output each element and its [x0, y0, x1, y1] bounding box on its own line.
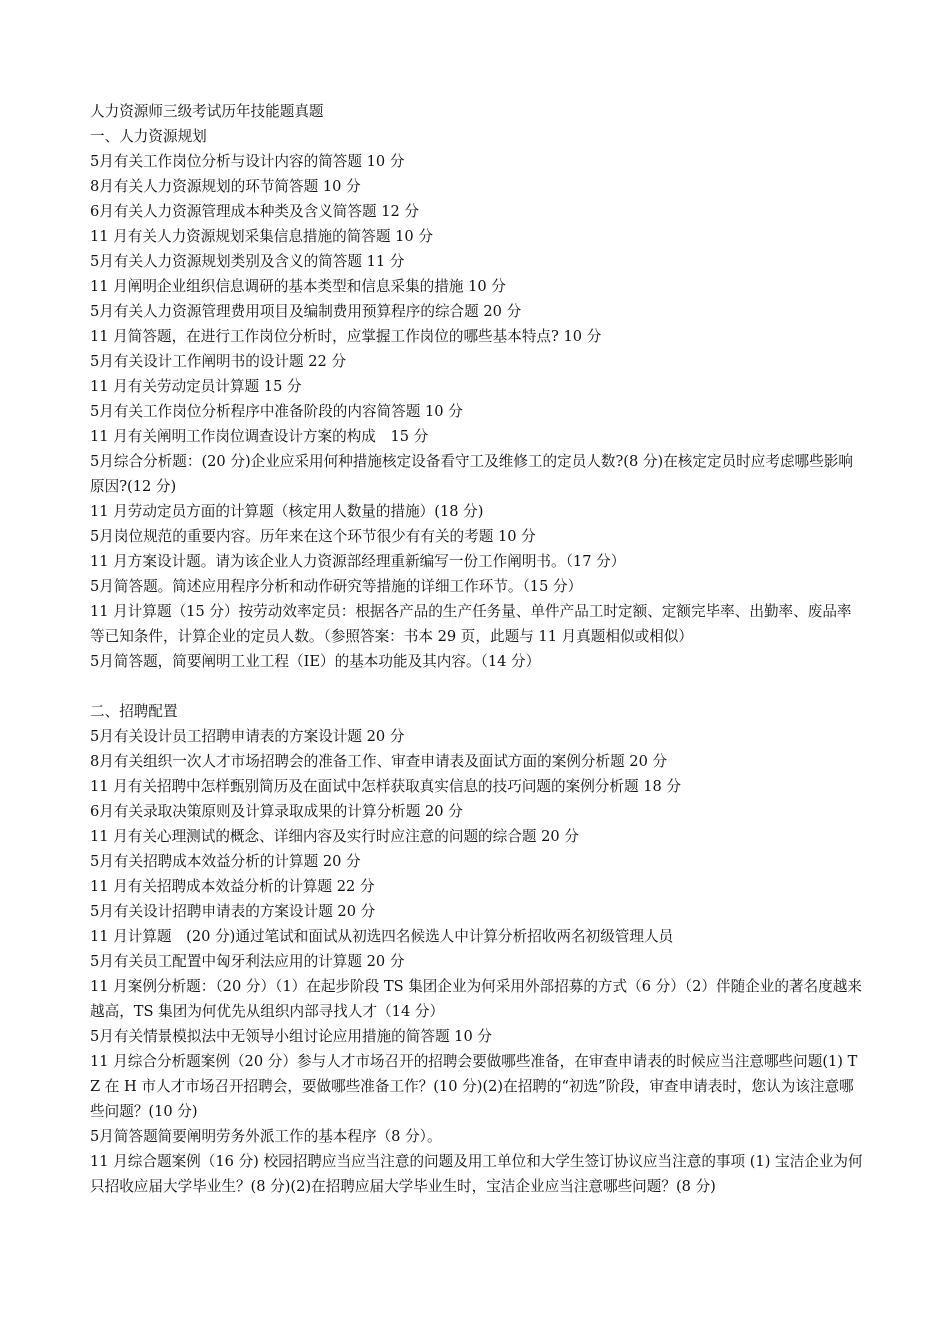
list-item: 5月简答题，简要阐明工业工程（IE）的基本功能及其内容。（14 分）	[90, 653, 541, 670]
list-item: 5月有关设计员工招聘申请表的方案设计题 20 分	[90, 728, 405, 745]
list-item: 11 月阐明企业组织信息调研的基本类型和信息采集的措施 10 分	[90, 278, 506, 295]
document-body	[90, 99, 865, 1199]
list-item: 5月岗位规范的重要内容。历年来在这个环节很少有有关的考题 10 分	[90, 528, 536, 545]
section-spacer	[90, 674, 865, 699]
list-item: 5月有关人力资源规划类别及含义的简答题 11 分	[90, 253, 405, 270]
section-list-hr-planning	[90, 149, 865, 674]
list-item: 11 月有关招聘中怎样甄别简历及在面试中怎样获取真实信息的技巧问题的案例分析题 18 分	[90, 778, 682, 795]
section-list-recruitment	[90, 724, 865, 1199]
list-item: 11 月劳动定员方面的计算题（核定用人数量的措施）(18 分)	[90, 503, 484, 520]
list-item: 5月有关设计招聘申请表的方案设计题 20 分	[90, 903, 376, 920]
list-item: 5月简答题。简述应用程序分析和动作研究等措施的详细工作环节。（15 分）	[90, 578, 583, 595]
document-title: 人力资源师三级考试历年技能题真题	[90, 103, 324, 120]
list-item: 8月有关人力资源规划的环节简答题 10 分	[90, 178, 361, 195]
list-item: 11 月简答题，在进行工作岗位分析时，应掌握工作岗位的哪些基本特点? 10 分	[90, 328, 602, 345]
list-item: 11 月有关人力资源规划采集信息措施的简答题 10 分	[90, 228, 433, 245]
list-item: 11 月有关劳动定员计算题 15 分	[90, 378, 302, 395]
list-item: 11 月综合题案例（16 分) 校园招聘应当应当注意的问题及用工单位和大学生签订协议应当注意的事项 (1) 宝洁企业为何只招收应届大学毕业生？(8 分)(2)在招聘应届大学毕业生时，宝洁企业应当注意哪些问题？(8 分)	[90, 1153, 863, 1195]
list-item: 8月有关组织一次人才市场招聘会的准备工作、审查申请表及面试方面的案例分析题 20 分	[90, 753, 668, 770]
list-item: 5月简答题简要阐明劳务外派工作的基本程序（8 分）。	[90, 1128, 442, 1145]
list-item: 5月有关工作岗位分析程序中准备阶段的内容简答题 10 分	[90, 403, 463, 420]
list-item: 11 月计算题 (20 分)通过笔试和面试从初选四名候选人中计算分析招收两名初级管理人员	[90, 928, 674, 945]
list-item: 11 月方案设计题。请为该企业人力资源部经理重新编写一份工作阐明书。（17 分）	[90, 553, 626, 570]
list-item: 5月有关员工配置中匈牙利法应用的计算题 20 分	[90, 953, 405, 970]
section-heading: 一、人力资源规划	[90, 128, 207, 145]
list-item: 5月有关设计工作阐明书的设计题 22 分	[90, 353, 347, 370]
list-item: 5月有关工作岗位分析与设计内容的简答题 10 分	[90, 153, 405, 170]
list-item: 6月有关人力资源管理成本种类及含义简答题 12 分	[90, 203, 420, 220]
list-item: 11 月有关阐明工作岗位调查设计方案的构成 15 分	[90, 428, 429, 445]
list-item: 11 月有关心理测试的概念、详细内容及实行时应注意的问题的综合题 20 分	[90, 828, 579, 845]
list-item: 5月有关情景模拟法中无领导小组讨论应用措施的简答题 10 分	[90, 1028, 492, 1045]
list-item: 11 月有关招聘成本效益分析的计算题 22 分	[90, 878, 375, 895]
list-item: 5月综合分析题：(20 分)企业应采用何种措施核定设备看守工及维修工的定员人数?(8 分)在核定定员时应考虑哪些影响原因?(12 分)	[90, 453, 853, 495]
list-item: 6月有关录取决策原则及计算录取成果的计算分析题 20 分	[90, 803, 463, 820]
list-item: 11 月计算题（15 分）按劳动效率定员：根据各产品的生产任务量、单件产品工时定额、定额完毕率、出勤率、废品率等已知条件，计算企业的定员人数。（参照答案：书本 29 页，此题与 11 月真题相似或相似）	[90, 603, 852, 645]
section-heading: 二、招聘配置	[90, 703, 178, 720]
list-item: 5月有关招聘成本效益分析的计算题 20 分	[90, 853, 361, 870]
list-item: 11 月综合分析题案例（20 分）参与人才市场召开的招聘会要做哪些准备，在审查申请表的时候应当注意哪些问题(1) TZ 在 H 市人才市场召开招聘会，要做哪些准备工作？(10 分)(2)在招聘的“初选”阶段，审查申请表时，您认为该注意哪些问题？(10 分)	[90, 1053, 858, 1120]
list-item: 11 月案例分析题：（20 分）（1）在起步阶段 TS 集团企业为何采用外部招募的方式（6 分）（2）伴随企业的著名度越来越高，TS 集团为何优先从组织内部寻找人才（14 分）	[90, 978, 862, 1020]
list-item: 5月有关人力资源管理费用项目及编制费用预算程序的综合题 20 分	[90, 303, 522, 320]
